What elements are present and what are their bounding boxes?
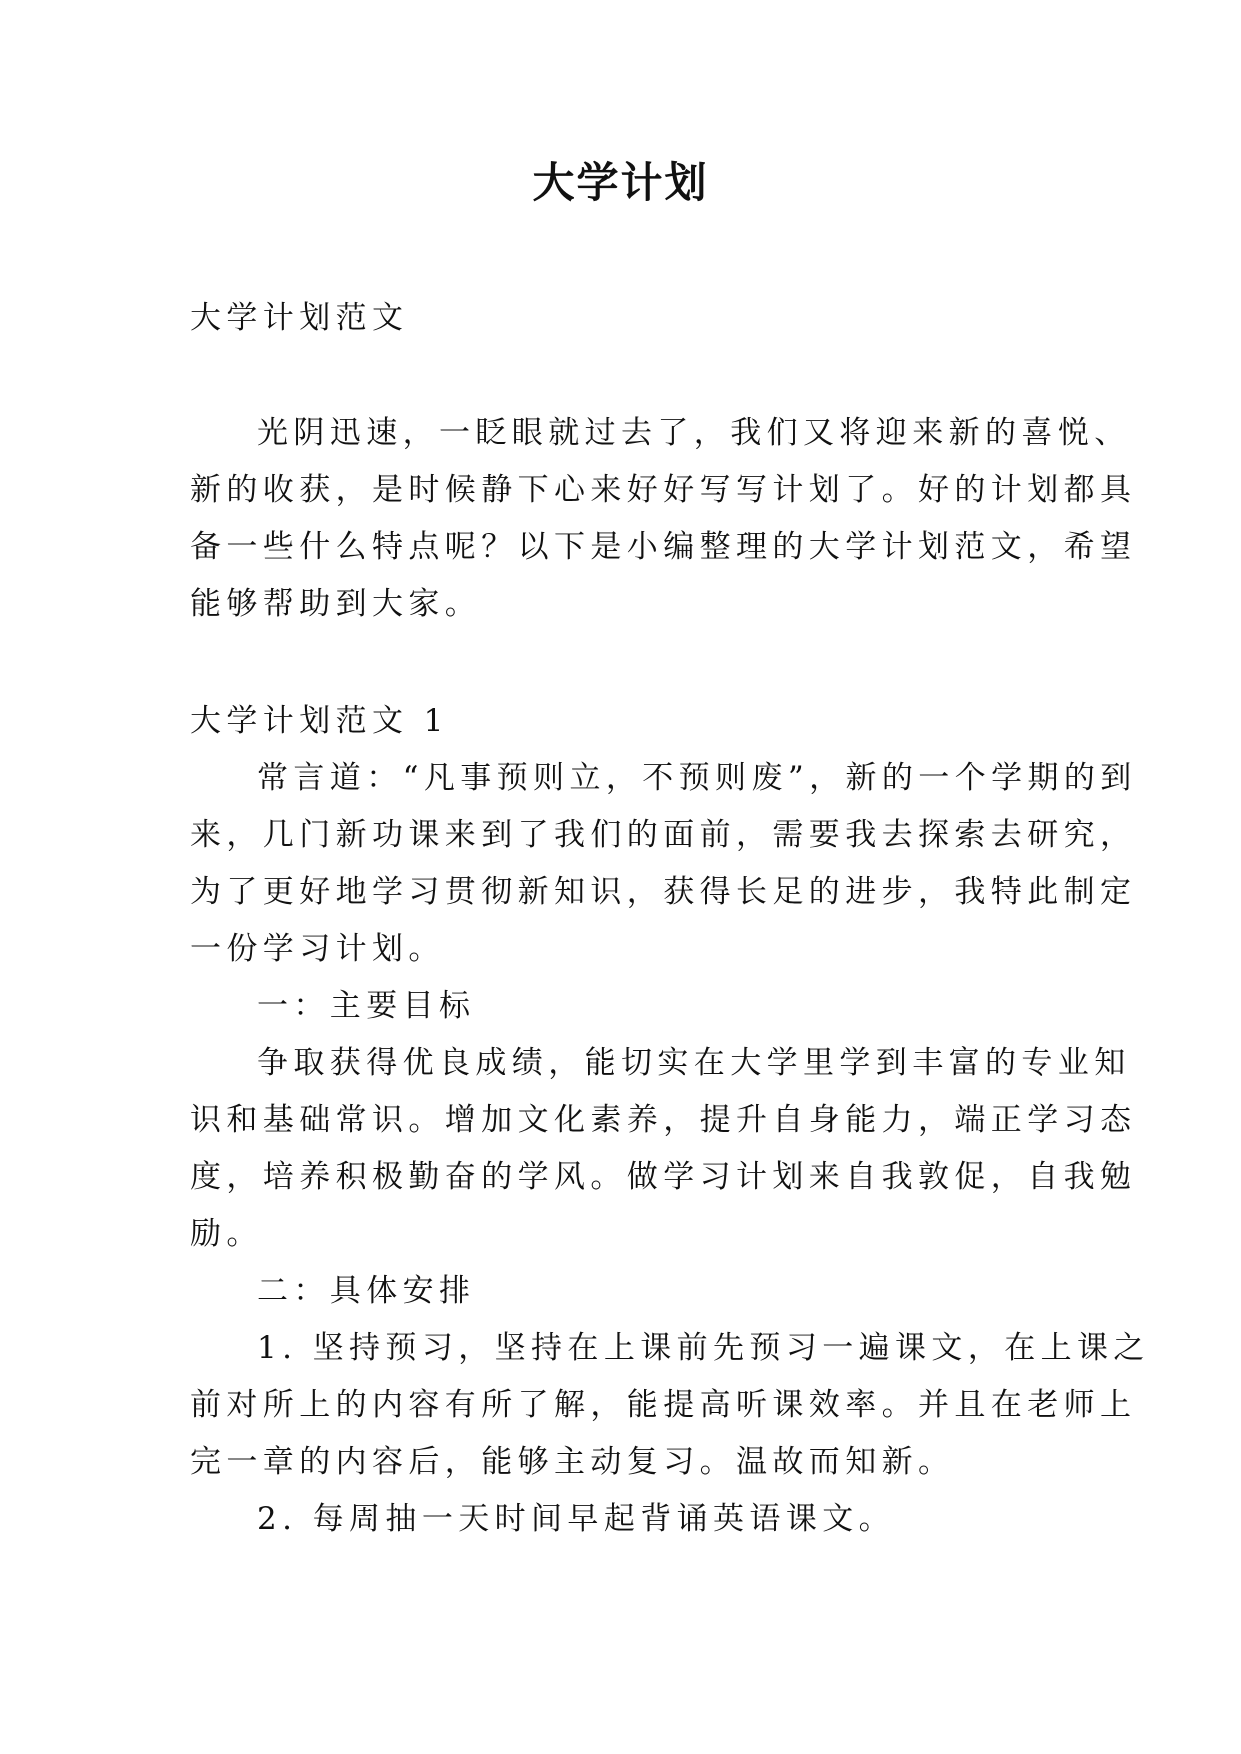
paragraph-line: 一份学习计划。 <box>190 931 445 967</box>
paragraph-line: 光阴迅速，一眨眼就过去了，我们又将迎来新的喜悦、 <box>257 415 1131 451</box>
section-heading: 大学计划范文 <box>190 300 409 336</box>
paragraph-line: 新的收获，是时候静下心来好好写写计划了。好的计划都具 <box>190 472 1137 508</box>
paragraph-line: 能够帮助到大家。 <box>190 586 482 622</box>
list-item-line: 完一章的内容后，能够主动复习。温故而知新。 <box>190 1444 955 1480</box>
list-item-line: 1. 坚持预习，坚持在上课前先预习一遍课文，在上课之 <box>257 1330 1150 1366</box>
list-item-line: 2. 每周抽一天时间早起背诵英语课文。 <box>257 1501 896 1537</box>
list-item-line: 前对所上的内容有所了解，能提高听课效率。并且在老师上 <box>190 1387 1137 1423</box>
document-title: 大学计划 <box>532 158 709 207</box>
section-heading: 大学计划范文 1 <box>190 703 449 739</box>
subheading: 一：主要目标 <box>257 988 476 1024</box>
paragraph-line: 常言道：“凡事预则立，不预则废”，新的一个学期的到 <box>257 760 1137 796</box>
paragraph-line: 备一些什么特点呢？以下是小编整理的大学计划范文，希望 <box>190 529 1137 565</box>
paragraph-line: 为了更好地学习贯彻新知识，获得长足的进步，我特此制定 <box>190 874 1137 910</box>
paragraph-line: 识和基础常识。增加文化素养，提升自身能力，端正学习态 <box>190 1102 1137 1138</box>
paragraph-line: 争取获得优良成绩，能切实在大学里学到丰富的专业知 <box>257 1045 1131 1081</box>
paragraph-line: 度，培养积极勤奋的学风。做学习计划来自我敦促，自我勉 <box>190 1159 1137 1195</box>
paragraph-line: 来，几门新功课来到了我们的面前，需要我去探索去研究， <box>190 817 1137 853</box>
subheading: 二：具体安排 <box>257 1273 476 1309</box>
paragraph-line: 励。 <box>190 1216 263 1252</box>
